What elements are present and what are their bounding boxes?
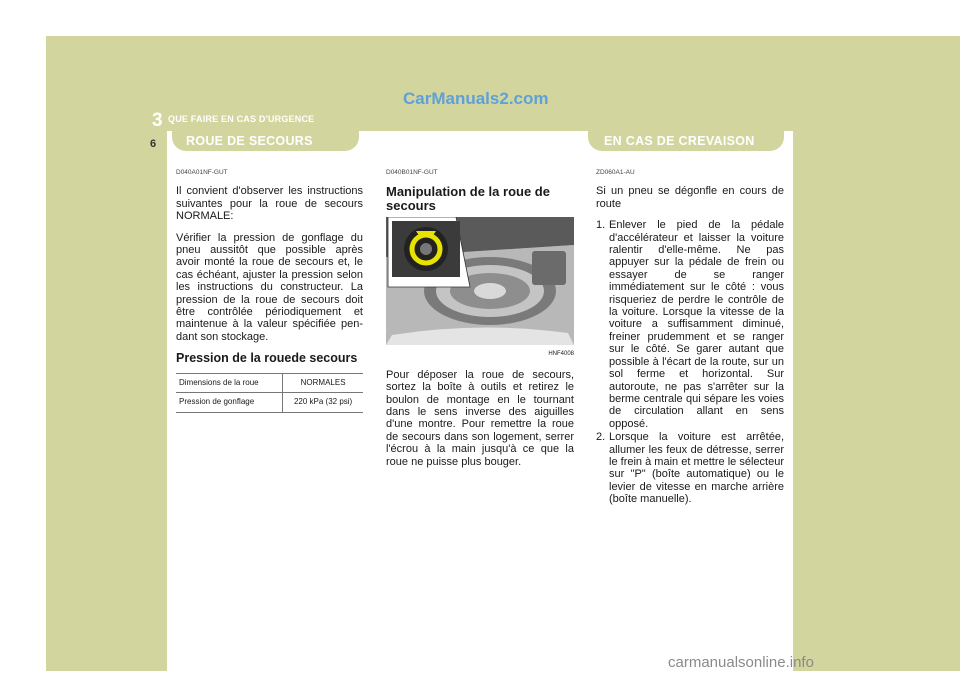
list-item — [596, 219, 784, 430]
site-logo[interactable]: CarManuals2.com — [403, 89, 549, 108]
list-item — [596, 431, 784, 505]
column-flat-tire — [596, 167, 784, 507]
section-code: D040B01NF-GUT — [386, 169, 438, 176]
instruction-list — [596, 219, 784, 505]
list-item-text: Enlever le pied de la pédale d'accélérateur et laisser la voiture ralentir d'elle-même. Ne pas appuyer sur la pédale de frein ou essayer de se ranger immédiatement sur le côté : vous risqueriez de perdre le contrôle de la voiture. Lorsque la vitesse de la voiture a suffisamment diminué, freiner prudemment et se ranger sur le côté. Se garer autant que possible à l'écart de la route, sur un sol ferme et horizontal. Sur autoroute, ne pas s'arrêter sur la berme centrale qui sépare les voies de circulation allant en sens opposé. — [609, 219, 784, 430]
list-item-number: 2. — [596, 431, 606, 444]
paragraph-flat-intro: Si un pneu se dégonfle en cours de route — [596, 185, 784, 210]
column-spare-handling — [386, 167, 574, 477]
section-title: Manipulation de la roue de secours — [386, 184, 550, 214]
table-cell: Pression de gonflage — [176, 393, 283, 412]
page-number: 6 — [150, 138, 157, 150]
footer-watermark: carmanualsonline.info — [668, 654, 814, 671]
table-cell: Dimensions de la roue — [176, 373, 283, 392]
list-item-text: Lorsque la voiture est arrêtée, allumer les feux de détresse, serrer le frein à main et mettre le sélecteur sur "P" (boîte automatique) ou le levier de vitesse en marche arrière (boîte manuelle). — [609, 431, 784, 506]
list-item-number: 1. — [596, 219, 606, 232]
paragraph-intro: Il convient d'observer les instructions suivantes pour la roue de secours NORMALE: — [176, 185, 363, 223]
section-code: ZD060A1-AU — [596, 169, 635, 176]
section-tab-spare-wheel: ROUE DE SECOURS — [172, 131, 359, 151]
chapter-number: 3 — [152, 110, 163, 131]
subheading-pressure: Pression de la rouede secours — [176, 351, 358, 366]
section-code: D040A01NF-GUT — [176, 169, 228, 176]
section-tab-flat-tire: EN CAS DE CREVAISON — [588, 131, 784, 151]
table-cell: NORMALES — [283, 373, 363, 392]
table-row — [176, 373, 363, 392]
table-row — [176, 393, 363, 412]
trunk-spare-wheel-photo — [386, 217, 574, 345]
photo-code: HNF4008 — [548, 351, 574, 358]
pressure-table — [176, 373, 363, 413]
table-cell: 220 kPa (32 psi) — [283, 393, 363, 412]
chapter-title: QUE FAIRE EN CAS D'URGENCE — [168, 114, 315, 124]
paragraph-removal: Pour déposer la roue de secours, sortez la boîte à outils et retirez le boulon de montage en le tournant dans le sens inverse des aiguilles d'une montre. Pour remettre la roue de secours dans son logement, serrer l'écrou à la main jusqu'à ce que la roue ne puisse plus bouger. — [386, 368, 574, 468]
paragraph-pressure-check: Vérifier la pression de gonflage du pneu aussitôt que possible après avoir monté la roue de secours et, le cas échéant, ajuster la pression selon les instructions du constructeur. La pression de la roue de secours doit être contrôlée périodiquement et maintenue à la valeur spécifiée pen-dant son stockage. — [176, 231, 363, 343]
column-spare-wheel — [176, 167, 363, 413]
